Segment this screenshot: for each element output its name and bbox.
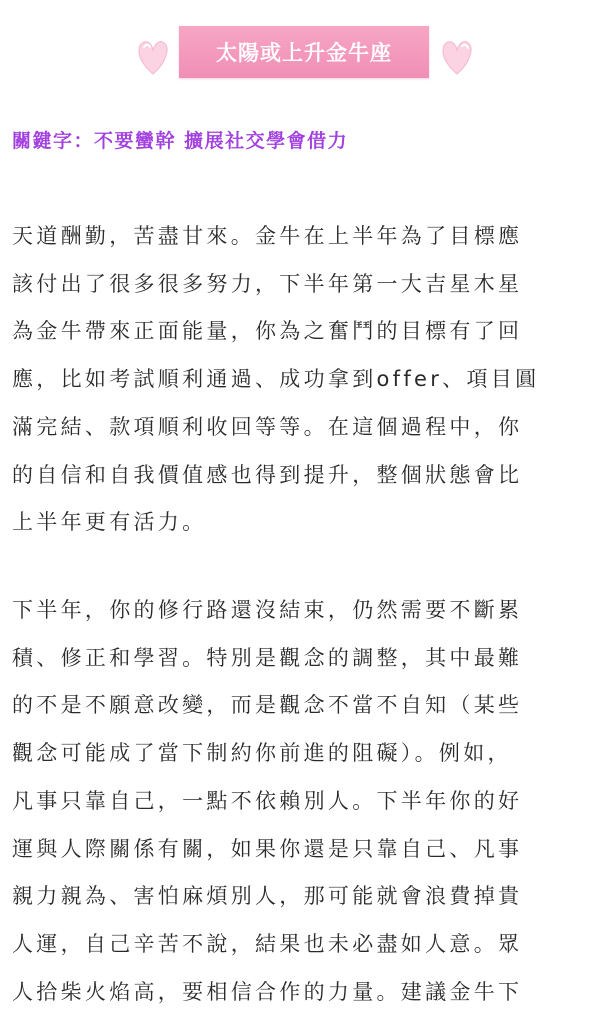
heart-icon xyxy=(440,34,474,78)
paragraph-line: 上半年更有活力。 xyxy=(12,510,207,535)
paragraph-line: 為金牛帶來正面能量，你為之奮鬥的目標有了回 xyxy=(12,319,523,344)
paragraph-line: 人運，自己辛苦不說，結果也未必盡如人意。眾 xyxy=(12,931,523,956)
paragraph-line: 的不是不願意改變，而是觀念不當不自知（某些 xyxy=(12,693,523,718)
keyword-line: 關鍵字：不要蠻幹 擴展社交學會借力 xyxy=(12,130,349,152)
header xyxy=(0,0,613,110)
paragraph-line: 下半年，你的修行路還沒結束，仍然需要不斷累 xyxy=(12,598,523,622)
paragraph-line: 應，比如考試順利通過、成功拿到offer、項目圓 xyxy=(12,367,540,392)
paragraph-line: 的自信和自我價值感也得到提升，整個狀態會比 xyxy=(12,462,523,487)
heart-icon xyxy=(136,34,170,78)
paragraph-line: 該付出了很多很多努力，下半年第一大吉星木星 xyxy=(12,271,523,296)
paragraph-line: 積、修正和學習。特別是觀念的調整，其中最難 xyxy=(12,645,523,670)
paragraph xyxy=(12,587,606,1016)
paragraph xyxy=(12,213,606,547)
page-title: 太陽或上升金牛座 xyxy=(179,26,429,78)
paragraph-line: 天道酬勤，苦盡甘來。金牛在上半年為了目標應 xyxy=(12,224,523,248)
paragraph-line: 親力親為、害怕麻煩別人，那可能就會浪費掉貴 xyxy=(12,884,523,909)
paragraph-line: 人拾柴火焰高，要相信合作的力量。建議金牛下 xyxy=(12,979,523,1004)
paragraph-line: 凡事只靠自己，一點不依賴別人。下半年你的好 xyxy=(12,788,523,813)
paragraph-line: 滿完結、款項順利收回等等。在這個過程中，你 xyxy=(12,414,523,439)
paragraph-line: 觀念可能成了當下制約你前進的阻礙）。例如， xyxy=(12,741,512,766)
paragraph-line: 運與人際關係有關，如果你還是只靠自己、凡事 xyxy=(12,836,523,861)
